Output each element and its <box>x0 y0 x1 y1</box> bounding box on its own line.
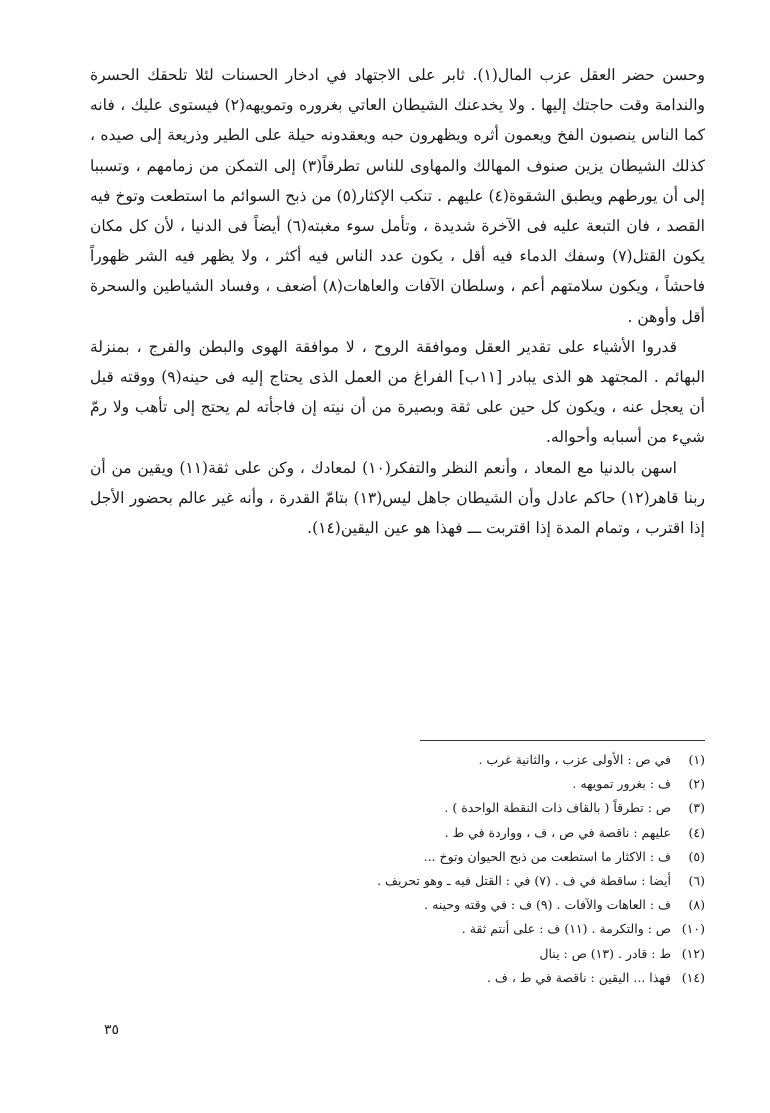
main-text <box>90 60 705 543</box>
text-line: يزين صنوف المهالك والمهاوى للناس تطرقاً(٣) إلى التمكن من زمامهم ، وتسببا <box>90 156 604 175</box>
footnote <box>110 942 705 966</box>
text-line: إلى أن يورطهم ويطبق الشقوة(٤) عليهم . تنكب الإكثار(٥) من ذبح السوائم <box>230 186 705 205</box>
footnote-text: في ص : الأولى عزب ، والثانية غرب . <box>478 752 672 767</box>
paragraph-3 <box>90 453 705 544</box>
text-line: مغبته(٦) أيضاً فى الدنيا ، لأن كل مكان يكون القتل(٧) وسفك الدماء <box>90 217 705 266</box>
footnote-text: فهذا ... اليقين : ناقصة في ط ، ف . <box>486 969 672 985</box>
text-line: وتمويهه(٢) فيستوى عليك ، فانه كما الناس ينصبون الفخ ويعمون أثره <box>90 96 705 145</box>
footnote <box>110 845 705 869</box>
footnote-number: (٤) <box>688 824 705 840</box>
footnote <box>110 869 705 893</box>
footnote-number: (٥) <box>688 848 705 864</box>
footnote-number: (٨) <box>688 897 705 913</box>
page-number: ٣٥ <box>104 1022 120 1038</box>
footnote <box>110 748 705 772</box>
text-line: يحتاج إليه فى حينه(٩) ووقته قبل أن يعجل عنه ، ويكون كل حين على ثقة <box>90 368 705 417</box>
footnote-number: (٦) <box>688 873 705 889</box>
footnote <box>110 821 705 845</box>
text-line: قدروا الأشياء على تقدير العقل وموافقة الروح ، لا موافقة الهوى والبطن <box>198 337 677 356</box>
text-line: وبصيرة من أن نيته إن فاجأته لم يحتج إلى تأهب ولا رمّ شيء من أسبابه وأحواله. <box>90 398 705 447</box>
footnote <box>110 772 705 796</box>
footnote-number: (١) <box>688 752 705 767</box>
footnote-text: ف : بغرور تمويهه . <box>572 776 672 792</box>
footnote-divider <box>420 740 705 741</box>
text-line: ويظهرون حبه ويعقدونه حيلة على الطير وذريعة إلى صيده ، كذلك الشيطان <box>90 126 705 175</box>
footnote-text: ف : العاهات والآفات . (٩) ف : في وقته وحينه . <box>424 897 672 913</box>
text-line: فيه أقل ، يكون عدد الناس فيه أكثر ، ولا يظهر فيه الشر ظهوراً فاحشاً ، <box>90 247 705 296</box>
footnote <box>110 893 705 917</box>
text-line: القدرة ، وأنه غير عالم بحضور الأجل إذا اقترب ، وتمام المدة إذا اقتربت ـــ <box>90 488 705 538</box>
footnote-text: ص : تطرقاً ( بالقاف ذات النقطة الواحدة ) . <box>444 800 672 816</box>
footnote-number: (٢) <box>688 776 705 792</box>
footnote-text: ف : الاكثار ما استطعت من ذبح الحيوان وتوخ ... <box>423 848 672 864</box>
footnote <box>110 917 705 941</box>
text-line: والفرج ، بمنزلة البهائم . المجتهد هو الذى يبادر [١١ب] الفراغ من العمل الذى <box>90 337 705 387</box>
footnote-text: عليهم : ناقصة في ص ، ف ، وواردة في ط . <box>444 824 672 840</box>
footnote-number: (١٠) <box>681 921 705 937</box>
text-line: وحسن حضر العقل عزب المال(١). ثابر على الاجتهاد في ادخار الحسنات لئلا <box>195 66 705 84</box>
text-line: ويقين من أن ربنا قاهر(١٢) حاكم عادل وأن الشيطان جاهل ليس(١٣) بتامّ <box>90 458 705 507</box>
paragraph-1 <box>90 60 705 332</box>
text-line: اسهن بالدنيا مع المعاد ، وأنعم النظر والتفكر(١٠) لمعادك ، وكن على ثقة(١١) <box>179 458 677 477</box>
text-line: ما استطعت وتوخ فيه القصد ، فان التبعة عليه فى الآخرة شديدة ، وتأمل سوء <box>90 186 705 236</box>
text-line: والسحرة أقل وأوهن . <box>90 277 705 326</box>
footnote-text: ط : قادر . (١٣) ص : ينال <box>539 945 672 961</box>
text-line: فهذا هو عين اليقين(١٤). <box>307 519 463 538</box>
footnote <box>110 796 705 820</box>
footnote <box>110 966 705 990</box>
footnote-number: (١٤) <box>681 969 705 985</box>
text-line: ويكون سلامتهم أعم ، وسلطان الآفات والعاهات(٨) أضعف ، وفساد الشياطين <box>152 277 649 296</box>
text-line: تلحقك الحسرة والندامة وقت حاجتك إليها . ولا يخدعنك الشيطان العاتي بغروره <box>90 66 705 115</box>
footnote-text: ص : والتكرمة . (١١) ف : على أنتم ثقة . <box>461 921 672 937</box>
footnote-number: (١٢) <box>681 945 705 961</box>
paragraph-2 <box>90 332 705 453</box>
footnote-text: أيضا : ساقطة في ف . (٧) في : القتل فيه ـ وهو تحريف . <box>377 873 672 889</box>
footnotes <box>110 748 705 990</box>
footnote-number: (٣) <box>688 800 705 816</box>
